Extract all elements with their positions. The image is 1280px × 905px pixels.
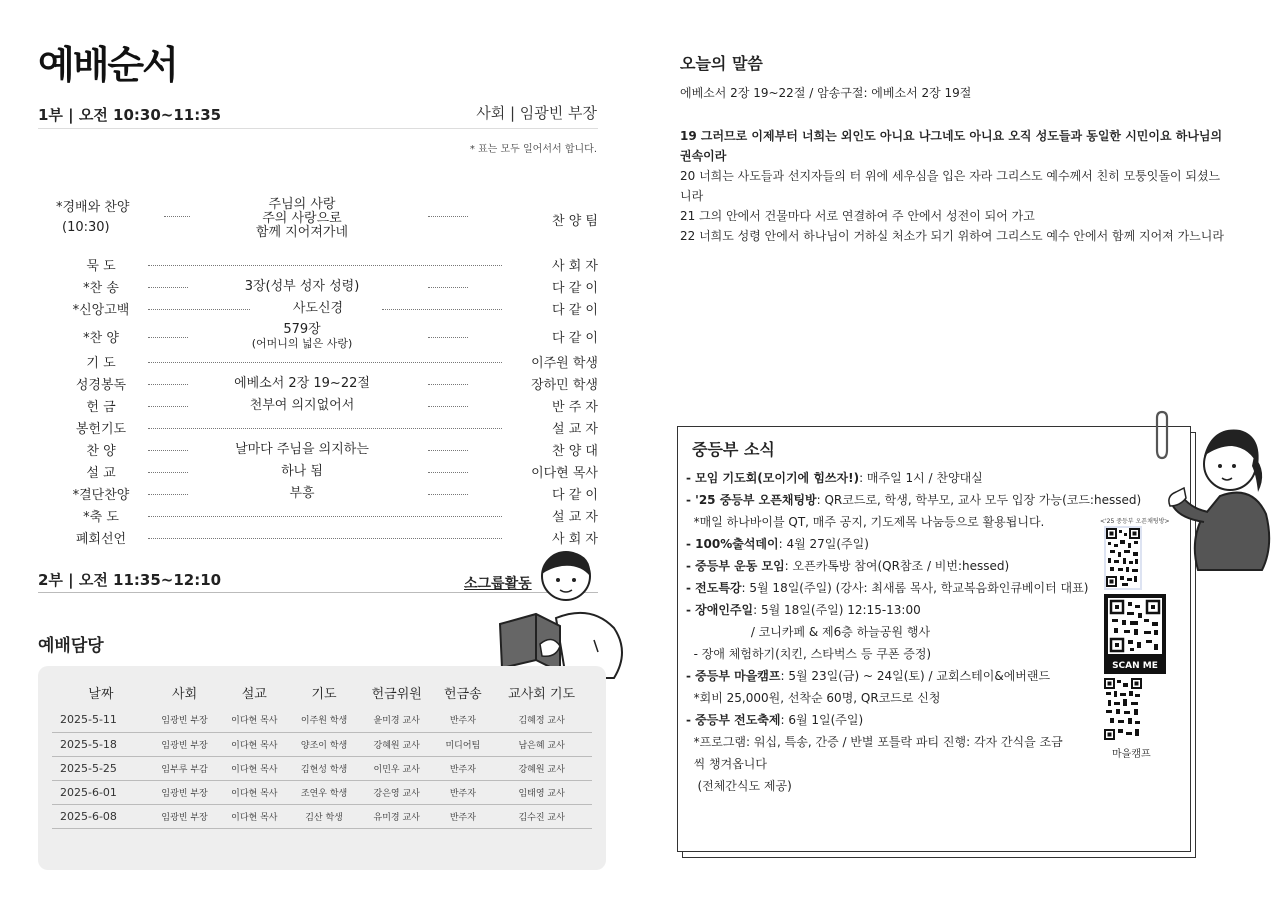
word-title: 오늘의 말씀 [680, 54, 763, 73]
leader-dots [428, 337, 468, 338]
order-person: 사 회 자 [552, 532, 598, 547]
order-label: 찬 양 [86, 444, 116, 459]
list-item [686, 599, 1176, 621]
news-title: 중등부 소식 [692, 440, 775, 459]
order-person: 사 회 자 [552, 259, 598, 274]
list-item [686, 533, 1176, 555]
order-row [56, 506, 598, 527]
order-label: *경배와 찬양 [56, 200, 130, 215]
table-cell: 이다현 목사 [219, 732, 289, 756]
order-label: 묵 도 [86, 259, 116, 274]
order-label: *축 도 [83, 510, 119, 525]
news-value: : 4월 27일(주일) [778, 537, 869, 551]
table-cell: 김현성 학생 [289, 756, 359, 780]
order-label: *신앙고백 [72, 303, 130, 318]
order-row [56, 196, 598, 254]
table-cell: 반주자 [435, 780, 492, 804]
order-label: *찬 송 [83, 281, 119, 296]
order-content-line: 함께 지어져가네 [255, 225, 349, 240]
table-cell: 양조이 학생 [289, 732, 359, 756]
news-value: - 장애 체험하기(치킨, 스타벅스 등 쿠폰 증정) [686, 647, 932, 661]
order-label: 기 도 [86, 356, 116, 371]
stand-note: * 표는 모두 일어서서 합니다. [469, 144, 597, 155]
table-cell: 2025-6-08 [52, 804, 150, 828]
leader-dots [148, 494, 188, 495]
list-item [686, 643, 1176, 665]
table-row [52, 708, 592, 732]
order-content [242, 465, 362, 479]
list-item [686, 555, 1176, 577]
order-content [242, 487, 362, 501]
order-label: 성경봉독 [75, 378, 127, 393]
order-label: 봉헌기도 [75, 422, 127, 437]
table-cell: 강은영 교사 [359, 780, 435, 804]
order-content [227, 377, 377, 391]
order-row [56, 528, 598, 549]
news-value: : QR코드로, 학생, 학부모, 교사 모두 입장 가능(코드:hessed) [816, 493, 1142, 507]
news-key: - 장애인주일 [686, 603, 754, 617]
part2-heading: 2부 | 오전 11:35~12:10 [38, 571, 222, 589]
qr-caption-village-camp: 마을캠프 [1112, 749, 1151, 760]
order-row [56, 299, 598, 320]
order-row [56, 418, 598, 439]
table-cell: 유미경 교사 [359, 804, 435, 828]
order-person: 찬 양 팀 [552, 214, 598, 229]
list-item [686, 577, 1176, 599]
news-key: - '25 중등부 오픈채팅방 [686, 493, 817, 507]
leader-dots [428, 216, 468, 217]
table-cell: 강혜원 교사 [491, 756, 592, 780]
leader-dots [428, 450, 468, 451]
duty-column-header: 교사회 기도 [508, 686, 576, 702]
leader-dots [428, 406, 468, 407]
scan-me-label: SCAN ME [1104, 658, 1166, 674]
order-content-line: 부흥 [289, 486, 315, 501]
small-group-label: 소그룹활동 [464, 576, 532, 592]
order-label: 헌 금 [86, 400, 116, 415]
table-cell: 2025-5-18 [52, 732, 150, 756]
order-content-line: 천부여 의지없어서 [249, 398, 355, 413]
order-person: 찬 양 대 [552, 444, 598, 459]
qr-caption-openchat: <'25 중등부 오픈채팅방> [1100, 518, 1170, 525]
order-person: 이주원 학생 [531, 356, 598, 371]
duty-section-title: 예배담당 [38, 636, 104, 656]
list-item [686, 687, 1176, 709]
order-label: *결단찬양 [72, 488, 130, 503]
table-cell: 이다현 목사 [219, 708, 289, 732]
news-value: *회비 25,000원, 선착순 60명, QR코드로 신청 [686, 691, 941, 705]
order-row [56, 440, 598, 461]
order-person: 설 교 자 [552, 422, 598, 437]
qr-code-village-camp[interactable] [1104, 678, 1142, 740]
news-value: (전체간식도 제공) [686, 779, 792, 793]
list-item [686, 665, 1176, 687]
verse: 21 그의 안에서 건물마다 서로 연결하여 주 안에서 성전이 되어 가고 [680, 209, 1035, 223]
order-content-line: 하나 됨 [281, 464, 323, 479]
list-item [686, 775, 1176, 797]
qr-code-sports[interactable] [1104, 594, 1166, 658]
list-item [686, 709, 1176, 731]
order-person: 설 교 자 [552, 510, 598, 525]
table-cell: 김산 학생 [289, 804, 359, 828]
leader-dots [428, 384, 468, 385]
news-key: - 전도특강 [686, 581, 742, 595]
news-key: - 중등부 운동 모임 [686, 559, 785, 573]
leader-dots [428, 287, 468, 288]
table-cell: 김혜정 교사 [491, 708, 592, 732]
table-cell: 이다현 목사 [219, 780, 289, 804]
news-value: / 코니카페 & 제6층 하늘공원 행사 [686, 625, 931, 639]
table-cell: 이주원 학생 [289, 708, 359, 732]
table-cell: 이민우 교사 [359, 756, 435, 780]
order-content-line: 에베소서 2장 19~22절 [234, 376, 370, 391]
leader-dots [164, 216, 190, 217]
table-cell: 2025-5-25 [52, 756, 150, 780]
order-row [56, 255, 598, 276]
table-cell: 이다현 목사 [219, 804, 289, 828]
news-key: - 중등부 마을캠프 [686, 669, 781, 683]
verse: 19 그러므로 이제부터 너희는 외인도 아니요 나그네도 아니요 오직 성도들과 동일한 시민이요 하나님의 권속이라 [680, 129, 1223, 163]
table-cell: 조연우 학생 [289, 780, 359, 804]
table-cell: 임부루 부감 [150, 756, 220, 780]
table-row [52, 780, 592, 804]
page-title: 예배순서 [38, 43, 177, 87]
news-key: - 중등부 전도축제 [686, 713, 781, 727]
order-content [227, 399, 377, 413]
verse: 22 너희도 성령 안에서 하나님이 거하실 처소가 되기 위하여 그리스도 예수 안에서 함께 지어져 가느니라 [680, 229, 1224, 243]
order-person: 이다현 목사 [531, 466, 598, 481]
leader-dots [148, 362, 502, 363]
scripture-reference: 에베소서 2장 19~22절 / 암송구절: 에베소서 2장 19절 [680, 86, 972, 100]
order-label: 설 교 [86, 466, 116, 481]
table-cell: 남은혜 교사 [491, 732, 592, 756]
table-row [52, 804, 592, 828]
news-value: : 6월 1일(주일) [780, 713, 864, 727]
order-content [242, 323, 362, 351]
leader-dots [148, 516, 502, 517]
order-content [258, 302, 378, 316]
host-label: 사회 | 임광빈 부장 [476, 104, 597, 122]
news-value: : 5월 23일(금) ~ 24일(토) / 교회스테이&에버랜드 [780, 669, 1051, 683]
duty-column-header: 헌금송 [444, 686, 482, 702]
news-key: - 모임 기도회(모이기에 힘쓰자!) [686, 471, 860, 485]
order-label-time: (10:30) [62, 220, 110, 235]
leader-dots [148, 450, 188, 451]
leader-dots [148, 428, 502, 429]
news-key: - 100%출석데이 [686, 537, 779, 551]
order-row [56, 374, 598, 395]
table-cell: 2025-5-11 [52, 708, 150, 732]
part1-heading: 1부 | 오전 10:30~11:35 [38, 106, 222, 124]
duty-column-header: 사회 [172, 686, 198, 702]
leader-dots [148, 406, 188, 407]
order-content-line: 주님의 사랑 [268, 197, 336, 212]
news-value: : 오픈카톡방 참여(QR참조 / 비번:hessed) [784, 559, 1010, 573]
divider [38, 128, 598, 129]
table-cell: 윤미경 교사 [359, 708, 435, 732]
order-person: 다 같 이 [552, 303, 598, 318]
duty-table [52, 676, 592, 829]
news-value: 씩 챙겨옵니다 [686, 757, 767, 771]
order-person: 장하민 학생 [531, 378, 598, 393]
leader-dots [148, 287, 188, 288]
order-content [227, 280, 377, 294]
leader-dots [148, 337, 188, 338]
order-row [56, 352, 598, 373]
duty-column-header: 날짜 [88, 686, 114, 702]
table-cell: 강혜원 교사 [359, 732, 435, 756]
order-content-line: (어머니의 넓은 사랑) [251, 337, 353, 350]
order-content-line: 주의 사랑으로 [262, 211, 342, 226]
order-label: 폐회선언 [75, 532, 127, 547]
table-cell: 임광빈 부장 [150, 780, 220, 804]
qr-code-openchat[interactable] [1104, 526, 1142, 590]
order-content-line: 579장 [283, 322, 321, 337]
list-item [686, 467, 1176, 489]
reading-boy-illustration [496, 548, 630, 684]
table-cell: 반주자 [435, 804, 492, 828]
leader-dots [148, 265, 502, 266]
table-cell: 임광빈 부장 [150, 732, 220, 756]
leader-dots [148, 472, 188, 473]
list-item [686, 489, 1176, 511]
order-row [56, 277, 598, 298]
order-person: 다 같 이 [552, 281, 598, 296]
table-cell: 임태영 교사 [491, 780, 592, 804]
table-cell: 임광빈 부장 [150, 708, 220, 732]
duty-column-header: 기도 [311, 686, 337, 702]
table-cell: 2025-6-01 [52, 780, 150, 804]
table-cell: 이다현 목사 [219, 756, 289, 780]
order-person: 다 같 이 [552, 488, 598, 503]
order-label: *찬 양 [83, 331, 119, 346]
order-content-line: 날마다 주님을 의지하는 [235, 442, 369, 457]
order-row [56, 321, 598, 351]
order-person: 다 같 이 [552, 331, 598, 346]
news-value: : 5월 18일(주일) 12:15-13:00 [753, 603, 921, 617]
table-cell: 미디어팀 [435, 732, 492, 756]
leader-dots [148, 538, 502, 539]
leader-dots [148, 309, 250, 310]
duty-column-header: 설교 [241, 686, 267, 702]
verse: 20 너희는 사도들과 선지자들의 터 위에 세우심을 입은 자라 그리스도 예수께서 친히 모퉁잇돌이 되셨느니라 [680, 169, 1221, 203]
leader-dots [428, 472, 468, 473]
order-content [217, 443, 387, 457]
table-cell: 반주자 [435, 708, 492, 732]
leader-dots [382, 309, 502, 310]
duty-column-header: 헌금위원 [371, 686, 422, 702]
table-cell: 임광빈 부장 [150, 804, 220, 828]
order-content-line: 사도신경 [292, 301, 344, 316]
news-value: *매일 하나바이블 QT, 매주 공지, 기도제목 나눔등으로 활용됩니다. [686, 515, 1045, 529]
order-person: 반 주 자 [552, 400, 598, 415]
order-row [56, 396, 598, 417]
list-item [686, 753, 1176, 775]
order-content-line: 3장(성부 성자 성령) [244, 279, 360, 294]
news-value: : 매주일 1시 / 찬양대실 [859, 471, 983, 485]
leader-dots [148, 384, 188, 385]
order-row [56, 484, 598, 505]
list-item [686, 731, 1176, 753]
pointing-girl-illustration [1168, 422, 1274, 572]
leader-dots [428, 494, 468, 495]
duty-table-panel [38, 666, 606, 870]
news-value: *프로그램: 워십, 특송, 간증 / 반별 포틀락 파티 진행: 각자 간식을 조금 [686, 735, 1063, 749]
order-content [227, 198, 377, 240]
table-row [52, 732, 592, 756]
table-cell: 반주자 [435, 756, 492, 780]
table-row [52, 756, 592, 780]
scripture-verses [680, 126, 1224, 246]
news-value: : 5월 18일(주일) (강사: 최새롬 목사, 학교복음화인큐베이터 대표) [741, 581, 1089, 595]
order-row [56, 462, 598, 483]
list-item [686, 621, 1176, 643]
table-cell: 김수진 교사 [491, 804, 592, 828]
